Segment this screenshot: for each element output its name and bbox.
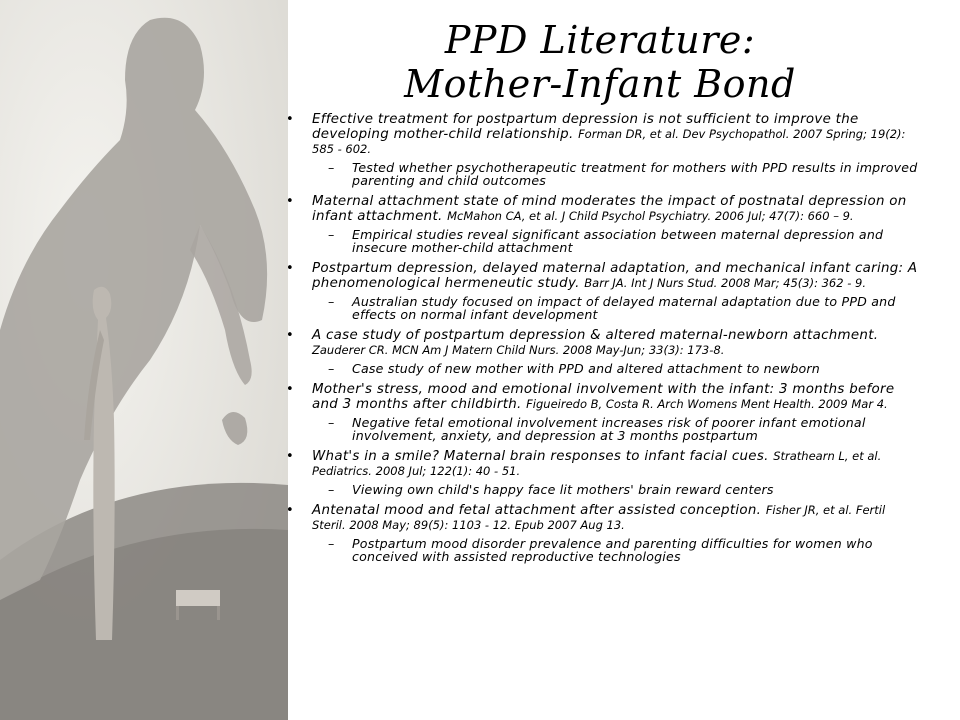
reference-title: What's in a smile? Maternal brain responses to infant facial cues. bbox=[312, 449, 769, 464]
reference-citation bbox=[447, 209, 853, 223]
reference-item bbox=[282, 382, 922, 442]
reference-title: Antenatal mood and fetal attachment after assisted conception. bbox=[312, 503, 762, 518]
bullet-icon: • bbox=[286, 503, 294, 518]
reference-summary-text: Postpartum mood disorder prevalence and parenting difficulties for women who conceived with assisted reproductive technologies bbox=[352, 536, 873, 564]
reference-journal: Fertil Steril. bbox=[312, 503, 886, 532]
reference-authors: Barr JA. bbox=[584, 276, 628, 290]
reference-summary bbox=[312, 295, 922, 321]
reference-title: Maternal attachment state of mind moderates the impact of postnatal depression on infant attachment. bbox=[312, 194, 907, 224]
reference-title: A case study of postpartum depression & altered maternal-newborn attachment. bbox=[312, 328, 879, 343]
bullet-icon: • bbox=[286, 449, 294, 464]
reference-title: Postpartum depression, delayed maternal adaptation, and mechanical infant caring: A phenomenological hermeneutic study. bbox=[312, 261, 918, 291]
reference-details: 2008 Mar; 45(3): 362 - 9. bbox=[721, 276, 866, 290]
slide-title-line-2: Mother-Infant Bond bbox=[404, 62, 796, 106]
reference-authors: Fisher JR, et al. bbox=[765, 503, 853, 517]
reference-authors: Zauderer CR. bbox=[312, 343, 389, 357]
bullet-icon: • bbox=[286, 112, 294, 127]
reference-journal: Dev Psychopathol. bbox=[682, 127, 790, 141]
reference-summary-text: Viewing own child's happy face lit mothers' brain reward centers bbox=[352, 482, 774, 497]
reference-authors: McMahon CA, et al. bbox=[447, 209, 559, 223]
bullet-icon: • bbox=[286, 261, 294, 276]
dash-icon: – bbox=[328, 160, 335, 175]
reference-authors: Forman DR, et al. bbox=[578, 127, 679, 141]
reference-item bbox=[282, 449, 922, 496]
reference-details: 2009 Mar 4. bbox=[818, 397, 888, 411]
dash-icon: – bbox=[328, 482, 335, 497]
reference-summary bbox=[312, 416, 922, 442]
reference-item bbox=[282, 503, 922, 563]
reference-summary-text: Tested whether psychotherapeutic treatment for mothers with PPD results in improved parenting and child outcomes bbox=[352, 160, 918, 188]
dash-icon: – bbox=[328, 227, 335, 242]
reference-journal: MCN Am J Matern Child Nurs. bbox=[392, 343, 560, 357]
slide-title-line-1: PPD Literature: bbox=[444, 18, 756, 62]
reference-details: 2008 Jul; 122(1): 40 - 51. bbox=[375, 464, 521, 478]
reference-authors: Strathearn L, et al. bbox=[773, 449, 882, 463]
reference-details: 2008 May; 89(5): 1103 - 12. Epub 2007 Aug 13. bbox=[349, 518, 625, 532]
reference-title: Mother's stress, mood and emotional involvement with the infant: 3 months before and 3 months after childbirth. bbox=[312, 382, 895, 412]
reference-citation bbox=[312, 343, 724, 357]
reference-citation bbox=[584, 276, 866, 290]
reference-item bbox=[282, 261, 922, 321]
reference-summary-text: Negative fetal emotional involvement increases risk of poorer infant emotional involvement, anxiety, and depression at 3 months postpartum bbox=[352, 415, 866, 443]
dash-icon: – bbox=[328, 361, 335, 376]
bullet-icon: • bbox=[286, 194, 294, 209]
reference-summary bbox=[312, 228, 922, 254]
reference-item bbox=[282, 112, 922, 187]
background-illustration bbox=[0, 0, 288, 720]
dash-icon: – bbox=[328, 294, 335, 309]
reference-summary-text: Empirical studies reveal significant association between maternal depression and insecure mother-child attachment bbox=[352, 227, 884, 255]
reference-authors: Figueiredo B, Costa R. bbox=[526, 397, 654, 411]
dash-icon: – bbox=[328, 536, 335, 551]
reference-summary-text: Australian study focused on impact of delayed maternal adaptation due to PPD and effects on normal infant development bbox=[352, 294, 896, 322]
reference-journal: Pediatrics. bbox=[312, 464, 372, 478]
reference-details: 2008 May-Jun; 33(3): 173-8. bbox=[562, 343, 725, 357]
reference-journal: J Child Psychol Psychiatry. bbox=[561, 209, 712, 223]
slide-title bbox=[300, 18, 900, 106]
bullet-icon: • bbox=[286, 328, 294, 343]
reference-summary bbox=[312, 483, 922, 496]
reference-citation bbox=[526, 397, 888, 411]
reference-details: 2007 Spring; 19(2): 585 - 602. bbox=[312, 127, 906, 156]
bullet-icon: • bbox=[286, 382, 294, 397]
reference-journal: Arch Womens Ment Health. bbox=[657, 397, 815, 411]
reference-item bbox=[282, 194, 922, 254]
reference-item bbox=[282, 328, 922, 375]
reference-details: 2006 Jul; 47(7): 660 – 9. bbox=[714, 209, 854, 223]
reference-journal: Int J Nurs Stud. bbox=[631, 276, 718, 290]
silhouette-mother-reaching-to-child-icon bbox=[0, 0, 288, 720]
dash-icon: – bbox=[328, 415, 335, 430]
reference-title: Effective treatment for postpartum depression is not sufficient to improve the developing mother-child relationship. bbox=[312, 112, 859, 142]
reference-list bbox=[282, 112, 922, 570]
reference-summary bbox=[312, 161, 922, 187]
reference-summary bbox=[312, 537, 922, 563]
reference-summary-text: Case study of new mother with PPD and altered attachment to newborn bbox=[352, 361, 820, 376]
reference-summary bbox=[312, 362, 922, 375]
